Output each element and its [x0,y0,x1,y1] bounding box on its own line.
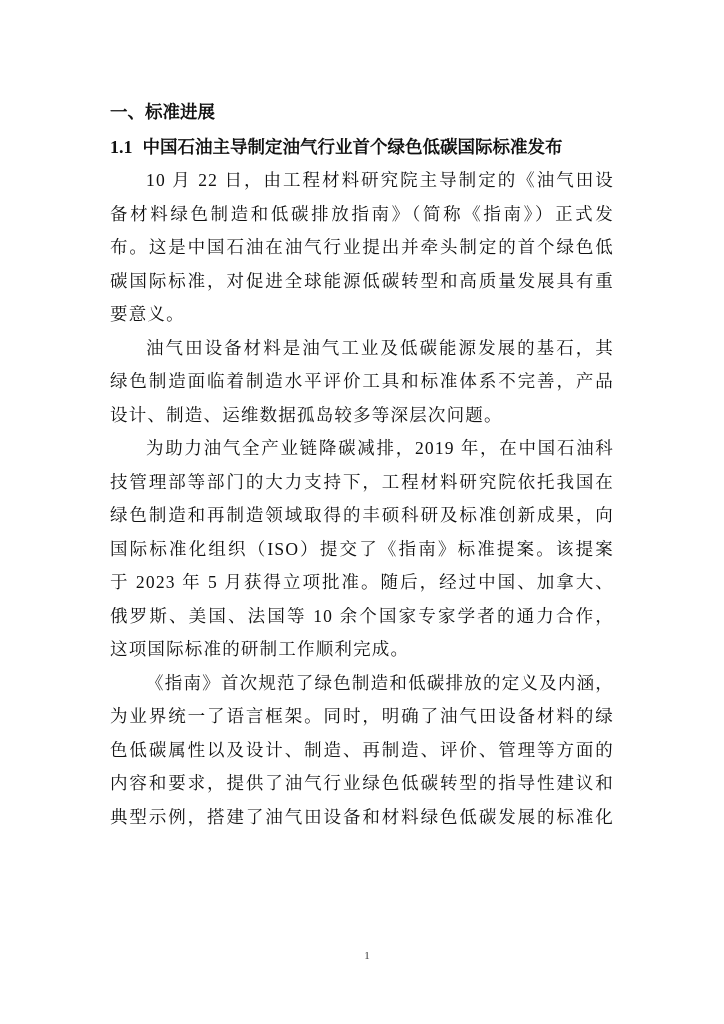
text-line: 设计、制造、运维数据孤岛较多等深层次问题。 [110,404,503,425]
page-number: 1 [364,950,370,962]
text-line: 《指南》首次规范了绿色制造和低碳排放的定义及内涵， [146,672,614,693]
text-line: 10 月 22 日，由工程材料研究院主导制定的《油气田设 [146,170,614,190]
subsection-number: 1.1 [110,137,133,157]
text-line: 绿色制造面临着制造水平评价工具和标准体系不完善，产品 [110,371,614,391]
subsection-title: 中国石油主导制定油气行业首个绿色低碳国际标准发布 [142,138,563,158]
paragraph-3 [110,432,614,667]
paragraph-4 [110,667,614,835]
text-line: 国际标准化组织（ISO）提交了《指南》标准提案。该提案 [110,538,614,559]
text-line: 为业界统一了语言框架。同时，明确了油气田设备材料的绿 [110,706,614,726]
text-line: 为助力油气全产业链降碳减排，2019 年，在中国石油科 [146,438,614,458]
text-line: 于 2023 年 5 月获得立项批准。随后，经过中国、加拿大、 [110,572,614,592]
text-line: 内容和要求，提供了油气行业绿色低碳转型的指导性建议和 [110,773,614,793]
text-line: 俄罗斯、美国、法国等 10 余个国家专家学者的通力合作， [110,605,614,626]
paragraph-1 [110,164,614,332]
paragraph-2 [110,332,614,433]
text-line: 绿色制造和再制造领域取得的丰硕科研及标准创新成果，向 [110,505,614,525]
text-line: 布。这是中国石油在油气行业提出并牵头制定的首个绿色低 [110,237,614,257]
text-line: 典型示例，搭建了油气田设备和材料绿色低碳发展的标准化 [110,806,614,827]
section-heading: 一、标准进展 [110,103,215,123]
text-line: 备材料绿色制造和低碳排放指南》（简称《指南》）正式发 [110,203,614,224]
text-line: 这项国际标准的研制工作顺利完成。 [110,639,410,659]
subsection-heading [110,130,614,164]
text-line: 油气田设备材料是油气工业及低碳能源发展的基石，其 [146,337,614,358]
text-line: 碳国际标准，对促进全球能源低碳转型和高质量发展具有重 [110,270,614,291]
text-line: 技管理部等部门的大力支持下，工程材料研究院依托我国在 [110,471,614,492]
text-line: 色低碳属性以及设计、制造、再制造、评价、管理等方面的 [110,739,614,760]
text-line: 要意义。 [110,304,185,324]
page-content [110,96,614,834]
